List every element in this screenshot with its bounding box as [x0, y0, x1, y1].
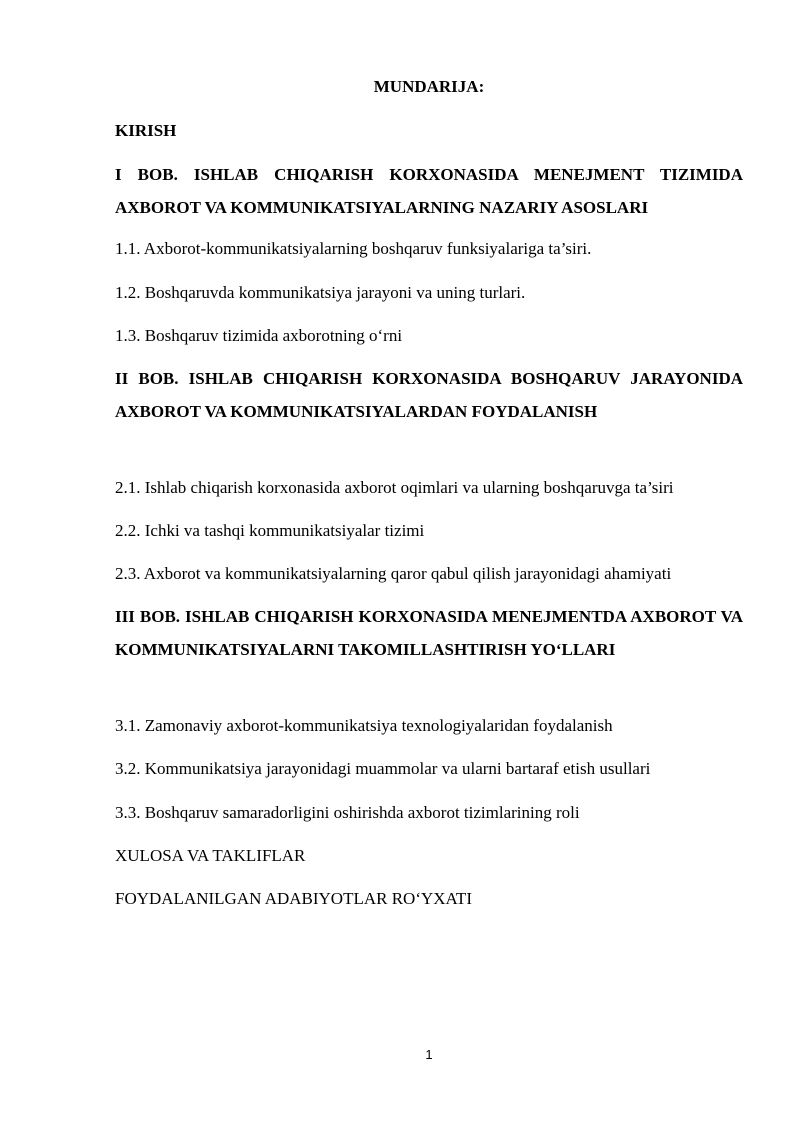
toc-section-3-3: 3.3. Boshqaruv samaradorligini oshirishda axborot tizimlarining roli [115, 803, 580, 822]
toc-chapter-1-title: I BOB. ISHLAB CHIQARISH KORXONASIDA MENEJMENT TIZIMIDA AXBOROT VA KOMMUNIKATSIYALARNING NAZARIY ASOSLARI [115, 165, 743, 217]
toc-entry-references: FOYDALANILGAN ADABIYOTLAR RO‘YXATI [115, 889, 472, 908]
document-page [115, 0, 743, 1131]
toc-section-2-2: 2.2. Ichki va tashqi kommunikatsiyalar tizimi [115, 521, 425, 540]
toc-section-2-1: 2.1. Ishlab chiqarish korxonasida axborot oqimlari va ularning boshqaruvga ta’siri [115, 478, 674, 497]
toc-entry-intro: KIRISH [115, 121, 177, 140]
toc-chapter-3-title: III BOB. ISHLAB CHIQARISH KORXONASIDA MENEJMENTDA AXBOROT VA KOMMUNIKATSIYALARNI TAKOMILLASHTIRISH YO‘LLARI [115, 607, 743, 659]
toc-title: MUNDARIJA: [373, 77, 485, 96]
toc-chapter-2-title: II BOB. ISHLAB CHIQARISH KORXONASIDA BOSHQARUV JARAYONIDA AXBOROT VA KOMMUNIKATSIYALARDAN FOYDALANISH [115, 369, 743, 421]
toc-section-3-2: 3.2. Kommunikatsiya jarayonidagi muammolar va ularni bartaraf etish usullari [115, 759, 651, 778]
page-number: 1 [425, 1047, 433, 1062]
toc-section-1-2: 1.2. Boshqaruvda kommunikatsiya jarayoni va uning turlari. [115, 283, 526, 302]
toc-section-1-3: 1.3. Boshqaruv tizimida axborotning o‘rni [115, 326, 403, 345]
toc-section-1-1: 1.1. Axborot-kommunikatsiyalarning boshqaruv funksiyalariga ta’siri. [115, 239, 592, 258]
toc-section-2-3: 2.3. Axborot va kommunikatsiyalarning qaror qabul qilish jarayonidagi ahamiyati [115, 564, 672, 583]
toc-section-3-1: 3.1. Zamonaviy axborot-kommunikatsiya texnologiyalaridan foydalanish [115, 716, 613, 735]
toc-entry-conclusion: XULOSA VA TAKLIFLAR [115, 846, 306, 865]
